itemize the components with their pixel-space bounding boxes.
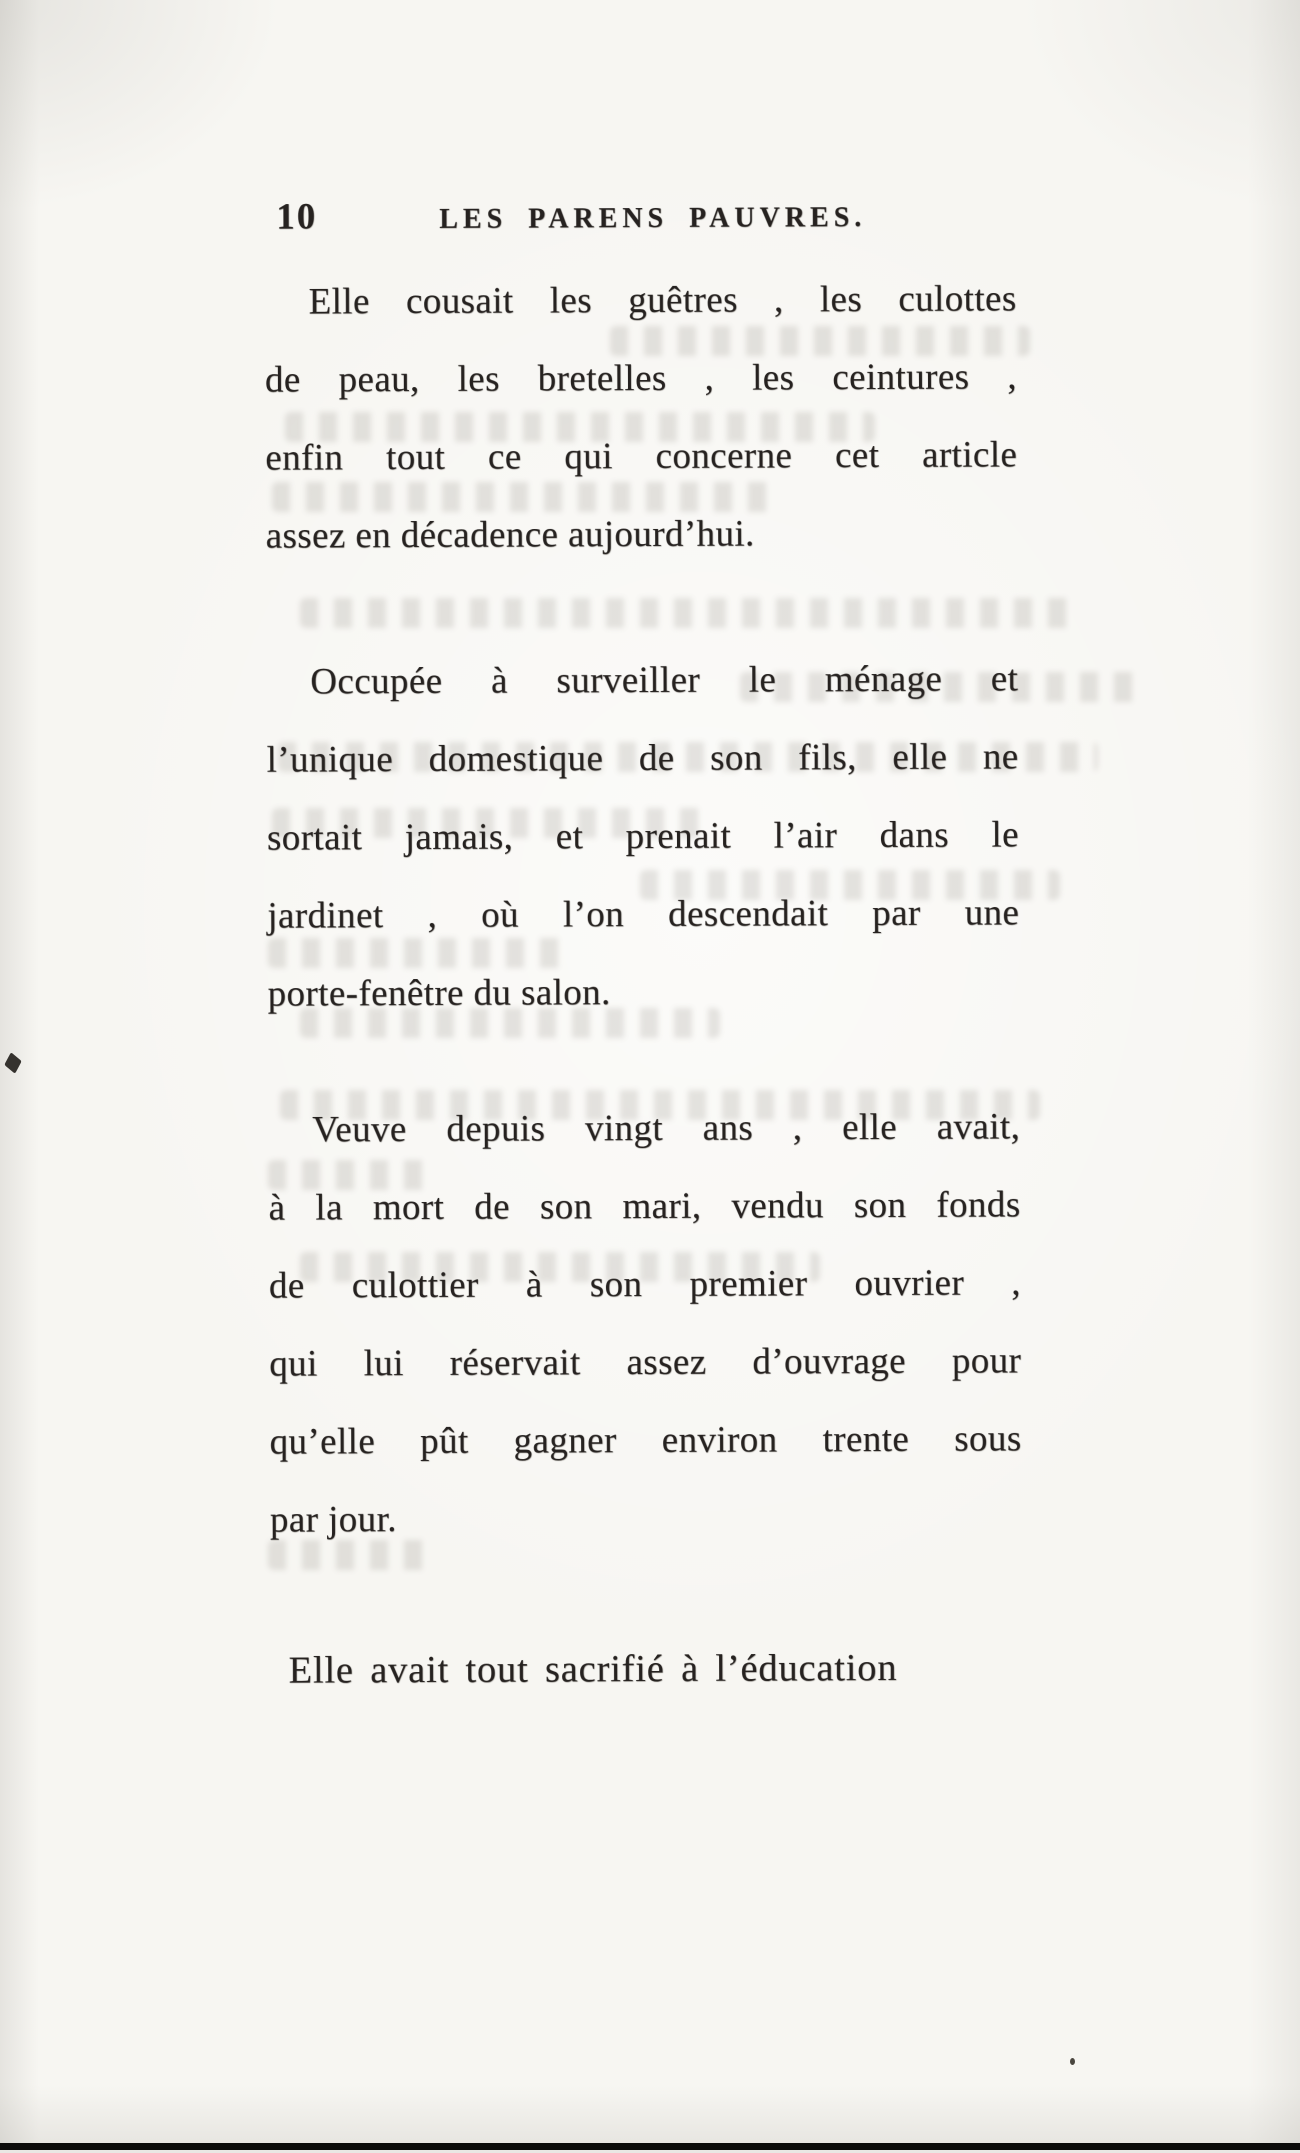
text-line: qui lui réservait assez d’ouvrage pour [269,1340,1022,1385]
text-line: qu’elle pût gagner environ trente sous [269,1418,1022,1463]
text-line: assez en décadence aujourd’hui. [265,513,755,557]
scan-edge-band [0,2143,1300,2150]
page-header [0,0,1295,238]
text-line: Occupée à surveiller le ménage et [310,658,1019,703]
text-line: Elle cousait les guêtres , les culottes [308,278,1017,323]
ink-speck [1070,2058,1075,2065]
text-line: jardinet , où l’on descendait par une [267,892,1020,937]
paragraph-3 [268,1088,1022,1559]
text-line: Elle avait tout sacrifié à l’éducation [288,1646,898,1692]
paragraph-1 [264,260,1017,575]
text-line: de peau, les bretelles , les ceintures , [264,356,1018,401]
page-number: 10 [276,196,318,238]
paragraph-2 [266,640,1020,1033]
text-line: de culottier à son premier ouvrier , [268,1262,1022,1307]
text-line: à la mort de son mari, vendu son fonds [268,1184,1021,1229]
text-line: par jour. [269,1499,397,1541]
text-line: sortait jamais, et prenait l’air dans le [266,814,1020,859]
running-title: LES PARENS PAUVRES. [439,202,867,235]
text-line: Veuve depuis vingt ans , elle avait, [312,1106,1021,1151]
text-line: enfin tout ce qui concerne cet article [265,434,1018,479]
text-line: l’unique domestique de son fils, elle ne [266,736,1019,781]
text-line: porte-fenêtre du salon. [267,972,611,1015]
paragraph-4 [278,1628,1118,1710]
